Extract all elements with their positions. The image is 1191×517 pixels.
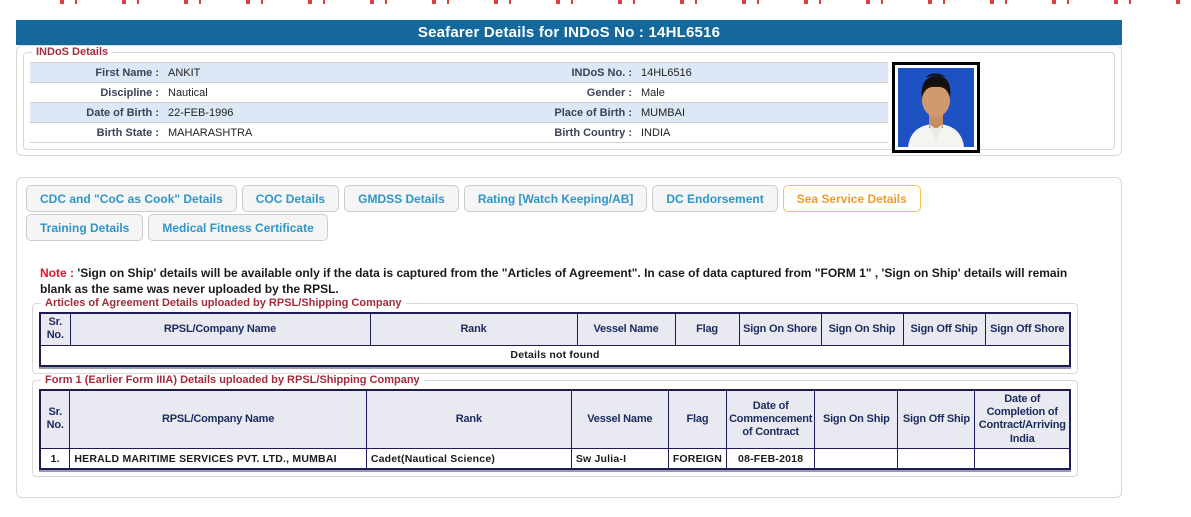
cell-sr-no: 1. (40, 448, 70, 469)
col-flag: Flag (668, 390, 726, 448)
date-of-birth-label: Date of Birth : (86, 106, 159, 119)
indos-row-first-name (30, 63, 888, 83)
discipline-label: Discipline : (100, 86, 159, 99)
indos-no-label: INDoS No. : (571, 66, 632, 79)
cell-rank: Cadet(Nautical Science) (366, 448, 571, 469)
birth-state-label: Birth State : (96, 126, 159, 139)
col-flag: Flag (675, 313, 739, 345)
cell-date-of-completion (975, 448, 1070, 469)
cell-date-of-commencement: 08-FEB-2018 (727, 448, 815, 469)
col-sign-off-shore: Sign Off Shore (985, 313, 1070, 345)
note-label: Note : (40, 266, 74, 280)
col-rank: Rank (366, 390, 571, 448)
indos-row-birth-state (30, 123, 888, 143)
place-of-birth-label: Place of Birth : (554, 106, 632, 119)
seafarer-photo (892, 62, 980, 153)
sign-on-ship-note (40, 266, 1096, 297)
cropped-top-menu-text (60, 0, 1181, 4)
table-row (40, 448, 1070, 469)
sea-service-panel (16, 177, 1122, 498)
cell-sign-on-ship (815, 448, 898, 469)
seafarer-photo-image (898, 68, 974, 147)
col-sign-on-shore: Sign On Shore (739, 313, 821, 345)
cell-rpsl-company-name: HERALD MARITIME SERVICES PVT. LTD., MUMBAI (70, 448, 366, 469)
tab-sea-service-details[interactable]: Sea Service Details (783, 185, 921, 212)
col-date-of-commencement: Date of Commencement of Contract (727, 390, 815, 448)
articles-of-agreement-legend: Articles of Agreement Details uploaded by RPSL/Shipping Company (45, 297, 402, 310)
note-text: 'Sign on Ship' details will be available only if the data is captured from the "Articles of Agreement". In case of data captured from "FORM 1" , 'Sign on Ship' details will remain blank as the same was never uploaded by the RPSL. (40, 266, 1068, 296)
details-not-found-message: Details not found (40, 345, 1070, 366)
form1-details-fieldset (32, 374, 1078, 477)
empty-message-row (40, 345, 1070, 366)
table-header-row (40, 390, 1070, 448)
col-sign-off-ship: Sign Off Ship (898, 390, 975, 448)
col-date-of-completion: Date of Completion of Contract/Arriving India (975, 390, 1070, 448)
tab-dc-endorsement[interactable]: DC Endorsement (652, 185, 777, 212)
col-vessel-name: Vessel Name (577, 313, 675, 345)
tab-coc-details[interactable]: COC Details (242, 185, 339, 212)
col-vessel-name: Vessel Name (571, 390, 668, 448)
tab-cdc-coc-as-cook-details[interactable]: CDC and "CoC as Cook" Details (26, 185, 237, 212)
birth-country-value: INDIA (641, 126, 671, 139)
first-name-label: First Name : (95, 66, 159, 79)
col-sign-on-ship: Sign On Ship (821, 313, 903, 345)
tab-training-details[interactable]: Training Details (26, 214, 143, 241)
col-sign-on-ship: Sign On Ship (815, 390, 898, 448)
form1-details-table (39, 389, 1071, 470)
page-title: Seafarer Details for INDoS No : 14HL6516 (16, 20, 1122, 45)
gender-value: Male (641, 86, 665, 99)
col-rpsl-company-name: RPSL/Company Name (70, 390, 366, 448)
indos-rows (30, 62, 888, 143)
table-header-row (40, 313, 1070, 345)
tab-medical-fitness-certificate[interactable]: Medical Fitness Certificate (148, 214, 327, 241)
col-sr-no: Sr. No. (40, 313, 70, 345)
articles-of-agreement-fieldset (32, 297, 1078, 374)
col-sr-no: Sr. No. (40, 390, 70, 448)
tab-bar (26, 185, 976, 241)
indos-no-value: 14HL6516 (641, 66, 692, 79)
articles-of-agreement-table (39, 312, 1071, 367)
date-of-birth-value: 22-FEB-1996 (168, 106, 234, 119)
gender-label: Gender : (586, 86, 632, 99)
cell-flag: FOREIGN (668, 448, 726, 469)
tab-rating-watch-keeping-ab[interactable]: Rating [Watch Keeping/AB] (464, 185, 648, 212)
cell-vessel-name: Sw Julia-I (571, 448, 668, 469)
place-of-birth-value: MUMBAI (641, 106, 685, 119)
col-rank: Rank (370, 313, 577, 345)
cell-sign-off-ship (898, 448, 975, 469)
birth-country-label: Birth Country : (554, 126, 632, 139)
col-rpsl-company-name: RPSL/Company Name (70, 313, 370, 345)
indos-row-date-of-birth (30, 103, 888, 123)
indos-details-legend: INDoS Details (36, 46, 109, 58)
col-sign-off-ship: Sign Off Ship (903, 313, 985, 345)
indos-row-discipline (30, 83, 888, 103)
first-name-value: ANKIT (168, 66, 201, 79)
birth-state-value: MAHARASHTRA (168, 126, 253, 139)
discipline-value: Nautical (168, 86, 208, 99)
tab-gmdss-details[interactable]: GMDSS Details (344, 185, 459, 212)
form1-details-legend: Form 1 (Earlier Form IIIA) Details uploaded by RPSL/Shipping Company (45, 374, 420, 387)
indos-details-panel (16, 45, 1122, 156)
